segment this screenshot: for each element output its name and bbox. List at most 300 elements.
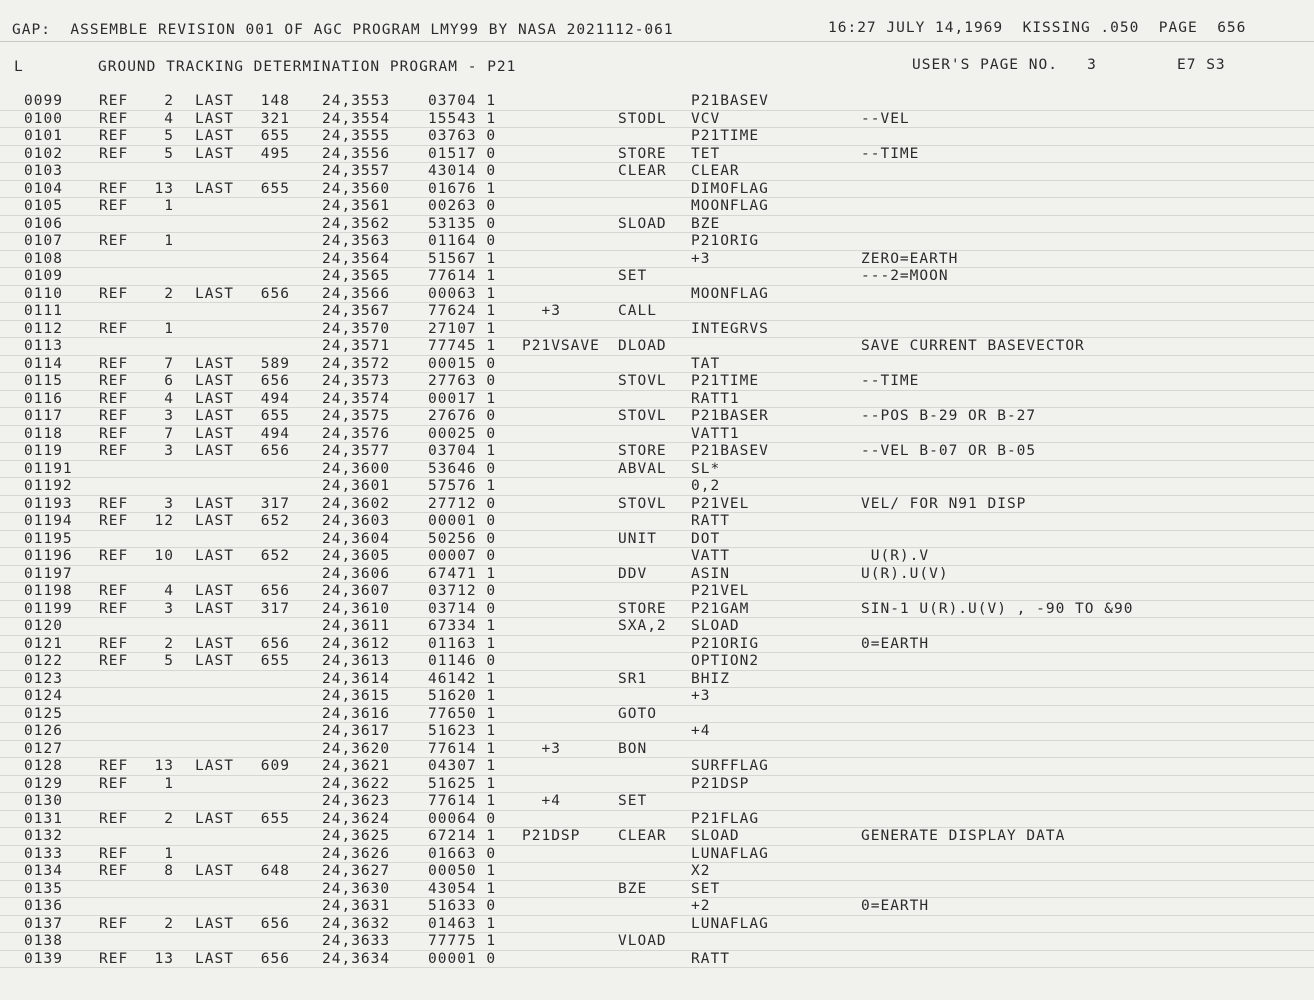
cell-addr: 24,3612	[322, 635, 391, 652]
listing-row	[0, 513, 1314, 531]
listing-row	[0, 251, 1314, 269]
cell-line: 0111	[24, 303, 63, 319]
listing-row	[0, 758, 1314, 776]
header-assembly-info: GAP: ASSEMBLE REVISION 001 OF AGC PROGRAM LMY99 BY NASA 2021112-061	[12, 22, 674, 38]
cell-opd: SL*	[691, 460, 721, 477]
listing-row	[0, 338, 1314, 356]
cell-cmt: ---2=MOON	[861, 268, 949, 284]
cell-word: 57576 1	[428, 478, 497, 494]
cell-opd: VCV	[691, 110, 721, 127]
cell-line: 01199	[24, 600, 73, 617]
listing-row	[0, 111, 1314, 129]
cell-addr: 24,3566	[322, 285, 391, 302]
cell-opd: P21TIME	[691, 128, 760, 144]
cell-cnt: 2	[164, 915, 174, 932]
cell-op: SET	[618, 793, 648, 809]
listing-row	[0, 706, 1314, 724]
cell-word: 77614 1	[428, 793, 497, 809]
cell-ref: REF	[99, 425, 129, 442]
cell-last: LAST	[195, 915, 234, 932]
cell-num: 656	[260, 285, 290, 302]
cell-cmt: GENERATE DISPLAY DATA	[861, 828, 1066, 844]
cell-word: 27107 1	[428, 320, 497, 337]
cell-line: 0137	[24, 915, 63, 932]
cell-line: 0136	[24, 898, 63, 914]
cell-num: 655	[260, 653, 290, 669]
cell-addr: 24,3567	[322, 303, 391, 319]
cell-cnt: 4	[164, 390, 174, 407]
listing-row	[0, 881, 1314, 899]
cell-last: LAST	[195, 145, 234, 162]
cell-op: SR1	[618, 670, 648, 687]
cell-cmt: --POS B-29 OR B-27	[861, 408, 1037, 424]
cell-word: 51620 1	[428, 688, 497, 704]
cell-num: 317	[260, 600, 290, 617]
cell-line: 0109	[24, 268, 63, 284]
cell-num: 655	[260, 408, 290, 424]
listing-row	[0, 863, 1314, 881]
listing-row	[0, 653, 1314, 671]
cell-line: 01193	[24, 495, 73, 512]
listing-row	[0, 373, 1314, 391]
cell-addr: 24,3621	[322, 758, 391, 774]
header-rule	[0, 41, 1314, 42]
cell-last: LAST	[195, 285, 234, 302]
cell-word: 77614 1	[428, 268, 497, 284]
listing-row	[0, 671, 1314, 689]
cell-num: 655	[260, 128, 290, 144]
cell-addr: 24,3602	[322, 495, 391, 512]
cell-word: 01517 0	[428, 145, 497, 162]
cell-addr: 24,3556	[322, 145, 391, 162]
cell-word: 00007 0	[428, 548, 497, 564]
listing-row	[0, 496, 1314, 514]
cell-cnt: 6	[164, 373, 174, 389]
cell-cmt: SAVE CURRENT BASEVECTOR	[861, 338, 1085, 354]
cell-addr: 24,3624	[322, 810, 391, 827]
cell-num: 656	[260, 915, 290, 932]
cell-line: 0114	[24, 355, 63, 372]
cell-last: LAST	[195, 950, 234, 967]
cell-opd: P21VEL	[691, 583, 750, 599]
cell-opd: +3	[691, 688, 711, 704]
cell-op: STOVL	[618, 408, 667, 424]
listing-row	[0, 356, 1314, 374]
cell-addr: 24,3562	[322, 215, 391, 232]
cell-opd: 0,2	[691, 478, 721, 494]
cell-cnt: 3	[164, 443, 174, 459]
cell-cnt: 7	[164, 355, 174, 372]
cell-addr: 24,3616	[322, 705, 391, 722]
cell-ref: REF	[99, 285, 129, 302]
listing-row	[0, 321, 1314, 339]
listing-row	[0, 811, 1314, 829]
cell-line: 0125	[24, 705, 63, 722]
cell-cnt: 3	[164, 495, 174, 512]
cell-cmt: U(R).V	[861, 548, 930, 564]
cell-word: 77650 1	[428, 705, 497, 722]
cell-num: 656	[260, 583, 290, 599]
cell-num: 494	[260, 390, 290, 407]
cell-addr: 24,3555	[322, 128, 391, 144]
cell-line: 0117	[24, 408, 63, 424]
cell-word: 67471 1	[428, 565, 497, 582]
cell-line: 0123	[24, 670, 63, 687]
cell-word: 01676 1	[428, 180, 497, 197]
cell-addr: 24,3554	[322, 110, 391, 127]
cell-cmt: U(R).U(V)	[861, 565, 949, 582]
cell-cmt: --VEL B-07 OR B-05	[861, 443, 1037, 459]
cell-addr: 24,3605	[322, 548, 391, 564]
cell-last: LAST	[195, 408, 234, 424]
cell-line: 01196	[24, 548, 73, 564]
cell-ref: REF	[99, 93, 129, 109]
cell-op: DDV	[618, 565, 648, 582]
cell-addr: 24,3617	[322, 723, 391, 739]
listing-row	[0, 391, 1314, 409]
cell-cnt: 5	[164, 145, 174, 162]
cell-addr: 24,3623	[322, 793, 391, 809]
cell-ref: REF	[99, 198, 129, 214]
listing-row	[0, 846, 1314, 864]
cell-word: 27676 0	[428, 408, 497, 424]
listing-row	[0, 548, 1314, 566]
cell-num: 656	[260, 635, 290, 652]
cell-ref: REF	[99, 548, 129, 564]
cell-num: 317	[260, 495, 290, 512]
cell-addr: 24,3633	[322, 933, 391, 949]
cell-addr: 24,3577	[322, 443, 391, 459]
cell-op: STOVL	[618, 495, 667, 512]
cell-num: 648	[260, 863, 290, 879]
cell-word: 01146 0	[428, 653, 497, 669]
cell-last: LAST	[195, 443, 234, 459]
cell-op: BZE	[618, 880, 648, 897]
listing-row	[0, 951, 1314, 969]
cell-addr: 24,3561	[322, 198, 391, 214]
cell-line: 0134	[24, 863, 63, 879]
cell-line: 01192	[24, 478, 73, 494]
cell-addr: 24,3572	[322, 355, 391, 372]
cell-last: LAST	[195, 513, 234, 529]
cell-cmt: --VEL	[861, 110, 910, 127]
cell-line: 0105	[24, 198, 63, 214]
cell-opd: BZE	[691, 215, 721, 232]
cell-lbl: +3	[522, 303, 561, 319]
cell-addr: 24,3560	[322, 180, 391, 197]
cell-cnt: 13	[154, 950, 174, 967]
cell-cmt: VEL/ FOR N91 DISP	[861, 495, 1027, 512]
cell-addr: 24,3626	[322, 845, 391, 862]
listing-row	[0, 741, 1314, 759]
cell-opd: +2	[691, 898, 711, 914]
cell-word: 04307 1	[428, 758, 497, 774]
cell-word: 01163 1	[428, 635, 497, 652]
cell-last: LAST	[195, 635, 234, 652]
listing-row	[0, 303, 1314, 321]
cell-line: 0103	[24, 163, 63, 179]
cell-addr: 24,3610	[322, 600, 391, 617]
cell-opd: P21ORIG	[691, 233, 760, 249]
cell-line: 0122	[24, 653, 63, 669]
listing-row	[0, 933, 1314, 951]
cell-word: 77745 1	[428, 338, 497, 354]
cell-line: 0113	[24, 338, 63, 354]
cell-word: 51623 1	[428, 723, 497, 739]
cell-word: 27712 0	[428, 495, 497, 512]
listing-row	[0, 93, 1314, 111]
cell-line: 0129	[24, 775, 63, 792]
listing-row	[0, 793, 1314, 811]
cell-word: 77775 1	[428, 933, 497, 949]
cell-last: LAST	[195, 110, 234, 127]
cell-op: GOTO	[618, 705, 657, 722]
listing-row	[0, 601, 1314, 619]
cell-last: LAST	[195, 583, 234, 599]
cell-num: 652	[260, 548, 290, 564]
cell-op: SLOAD	[618, 215, 667, 232]
cell-addr: 24,3573	[322, 373, 391, 389]
cell-word: 00017 1	[428, 390, 497, 407]
cell-line: 01198	[24, 583, 73, 599]
cell-line: 0102	[24, 145, 63, 162]
listing-row	[0, 128, 1314, 146]
cell-line: 0104	[24, 180, 63, 197]
cell-num: 494	[260, 425, 290, 442]
cell-num: 656	[260, 950, 290, 967]
cell-opd: ASIN	[691, 565, 730, 582]
cell-opd: SURFFLAG	[691, 758, 769, 774]
cell-addr: 24,3620	[322, 740, 391, 757]
cell-opd: VATT	[691, 548, 730, 564]
cell-addr: 24,3632	[322, 915, 391, 932]
cell-cnt: 4	[164, 583, 174, 599]
cell-cnt: 3	[164, 600, 174, 617]
cell-opd: BHIZ	[691, 670, 730, 687]
cell-num: 148	[260, 93, 290, 109]
cell-num: 495	[260, 145, 290, 162]
cell-last: LAST	[195, 373, 234, 389]
cell-cnt: 13	[154, 180, 174, 197]
cell-lbl: P21DSP	[522, 828, 581, 844]
cell-ref: REF	[99, 583, 129, 599]
cell-word: 67334 1	[428, 618, 497, 634]
cell-word: 67214 1	[428, 828, 497, 844]
cell-last: LAST	[195, 390, 234, 407]
cell-ref: REF	[99, 845, 129, 862]
cell-line: 0108	[24, 250, 63, 267]
cell-ref: REF	[99, 495, 129, 512]
cell-op: SET	[618, 268, 648, 284]
cell-cnt: 12	[154, 513, 174, 529]
cell-opd: +4	[691, 723, 711, 739]
cell-cnt: 2	[164, 93, 174, 109]
cell-num: 656	[260, 373, 290, 389]
cell-opd: +3	[691, 250, 711, 267]
listing-row	[0, 461, 1314, 479]
cell-num: 652	[260, 513, 290, 529]
cell-ref: REF	[99, 863, 129, 879]
cell-addr: 24,3604	[322, 530, 391, 547]
cell-opd: VATT1	[691, 425, 740, 442]
cell-word: 00001 0	[428, 950, 497, 967]
cell-addr: 24,3614	[322, 670, 391, 687]
cell-line: 0133	[24, 845, 63, 862]
cell-cnt: 1	[164, 320, 174, 337]
listing-row	[0, 233, 1314, 251]
cell-ref: REF	[99, 390, 129, 407]
listing-row	[0, 181, 1314, 199]
cell-line: 0132	[24, 828, 63, 844]
cell-word: 53135 0	[428, 215, 497, 232]
cell-line: 0130	[24, 793, 63, 809]
cell-cnt: 4	[164, 110, 174, 127]
cell-word: 46142 1	[428, 670, 497, 687]
cell-addr: 24,3575	[322, 408, 391, 424]
cell-last: LAST	[195, 653, 234, 669]
listing-row	[0, 163, 1314, 181]
cell-line: 0119	[24, 443, 63, 459]
cell-ref: REF	[99, 443, 129, 459]
cell-num: 655	[260, 180, 290, 197]
listing-row	[0, 146, 1314, 164]
cell-cnt: 1	[164, 198, 174, 214]
cell-line: 0128	[24, 758, 63, 774]
cell-addr: 24,3563	[322, 233, 391, 249]
cell-opd: DIMOFLAG	[691, 180, 769, 197]
cell-op: UNIT	[618, 530, 657, 547]
cell-word: 00063 1	[428, 285, 497, 302]
cell-addr: 24,3553	[322, 93, 391, 109]
listing-row	[0, 408, 1314, 426]
listing-rows	[0, 93, 1314, 968]
cell-ref: REF	[99, 810, 129, 827]
cell-addr: 24,3571	[322, 338, 391, 354]
cell-ref: REF	[99, 635, 129, 652]
cell-word: 03714 0	[428, 600, 497, 617]
cell-line: 0116	[24, 390, 63, 407]
cell-line: 0115	[24, 373, 63, 389]
cell-lbl: +3	[522, 740, 561, 757]
cell-op: CALL	[618, 303, 657, 319]
subheader-mark: L	[14, 59, 24, 75]
cell-last: LAST	[195, 810, 234, 827]
cell-line: 0107	[24, 233, 63, 249]
listing-row	[0, 216, 1314, 234]
listing-row	[0, 688, 1314, 706]
cell-opd: P21DSP	[691, 775, 750, 792]
cell-word: 43014 0	[428, 163, 497, 179]
cell-cmt: 0=EARTH	[861, 635, 930, 652]
cell-opd: CLEAR	[691, 163, 740, 179]
cell-op: STORE	[618, 600, 667, 617]
cell-word: 27763 0	[428, 373, 497, 389]
cell-line: 0112	[24, 320, 63, 337]
cell-op: BON	[618, 740, 648, 757]
cell-opd: P21ORIG	[691, 635, 760, 652]
cell-opd: RATT	[691, 513, 730, 529]
cell-addr: 24,3570	[322, 320, 391, 337]
cell-last: LAST	[195, 128, 234, 144]
cell-ref: REF	[99, 180, 129, 197]
cell-line: 0100	[24, 110, 63, 127]
cell-opd: RATT1	[691, 390, 740, 407]
cell-addr: 24,3600	[322, 460, 391, 477]
listing-row	[0, 898, 1314, 916]
cell-cmt: --TIME	[861, 373, 920, 389]
cell-lbl: P21VSAVE	[522, 338, 600, 354]
cell-opd: SET	[691, 880, 721, 897]
cell-num: 609	[260, 758, 290, 774]
listing-row	[0, 618, 1314, 636]
listing-row	[0, 916, 1314, 934]
cell-addr: 24,3603	[322, 513, 391, 529]
listing-row	[0, 566, 1314, 584]
cell-cnt: 2	[164, 810, 174, 827]
cell-line: 01191	[24, 460, 73, 477]
cell-word: 00025 0	[428, 425, 497, 442]
cell-line: 0118	[24, 425, 63, 442]
cell-cnt: 5	[164, 128, 174, 144]
cell-opd: MOONFLAG	[691, 285, 769, 302]
cell-ref: REF	[99, 233, 129, 249]
cell-cnt: 1	[164, 775, 174, 792]
cell-opd: P21GAM	[691, 600, 750, 617]
cell-opd: P21BASEV	[691, 443, 769, 459]
cell-addr: 24,3615	[322, 688, 391, 704]
cell-num: 655	[260, 810, 290, 827]
cell-cnt: 3	[164, 408, 174, 424]
cell-ref: REF	[99, 110, 129, 127]
cell-ref: REF	[99, 355, 129, 372]
listing-row	[0, 531, 1314, 549]
cell-opd: DOT	[691, 530, 721, 547]
cell-word: 50256 0	[428, 530, 497, 547]
cell-op: CLEAR	[618, 163, 667, 179]
cell-opd: LUNAFLAG	[691, 915, 769, 932]
listing-row	[0, 828, 1314, 846]
cell-addr: 24,3627	[322, 863, 391, 879]
cell-opd: INTEGRVS	[691, 320, 769, 337]
cell-cnt: 5	[164, 653, 174, 669]
cell-addr: 24,3613	[322, 653, 391, 669]
cell-opd: SLOAD	[691, 828, 740, 844]
cell-opd: LUNAFLAG	[691, 845, 769, 862]
cell-cnt: 2	[164, 285, 174, 302]
cell-op: STODL	[618, 110, 667, 127]
cell-cnt: 1	[164, 233, 174, 249]
listing-row	[0, 723, 1314, 741]
listing-row	[0, 286, 1314, 304]
cell-ref: REF	[99, 758, 129, 774]
cell-num: 589	[260, 355, 290, 372]
cell-ref: REF	[99, 513, 129, 529]
cell-addr: 24,3564	[322, 250, 391, 267]
cell-cmt: 0=EARTH	[861, 898, 930, 914]
cell-cnt: 7	[164, 425, 174, 442]
cell-word: 03712 0	[428, 583, 497, 599]
cell-cnt: 8	[164, 863, 174, 879]
cell-word: 77614 1	[428, 740, 497, 757]
cell-word: 01663 0	[428, 845, 497, 862]
cell-addr: 24,3622	[322, 775, 391, 792]
cell-opd: X2	[691, 863, 711, 879]
cell-ref: REF	[99, 600, 129, 617]
cell-last: LAST	[195, 93, 234, 109]
cell-cnt: 10	[154, 548, 174, 564]
cell-ref: REF	[99, 320, 129, 337]
listing-row	[0, 776, 1314, 794]
